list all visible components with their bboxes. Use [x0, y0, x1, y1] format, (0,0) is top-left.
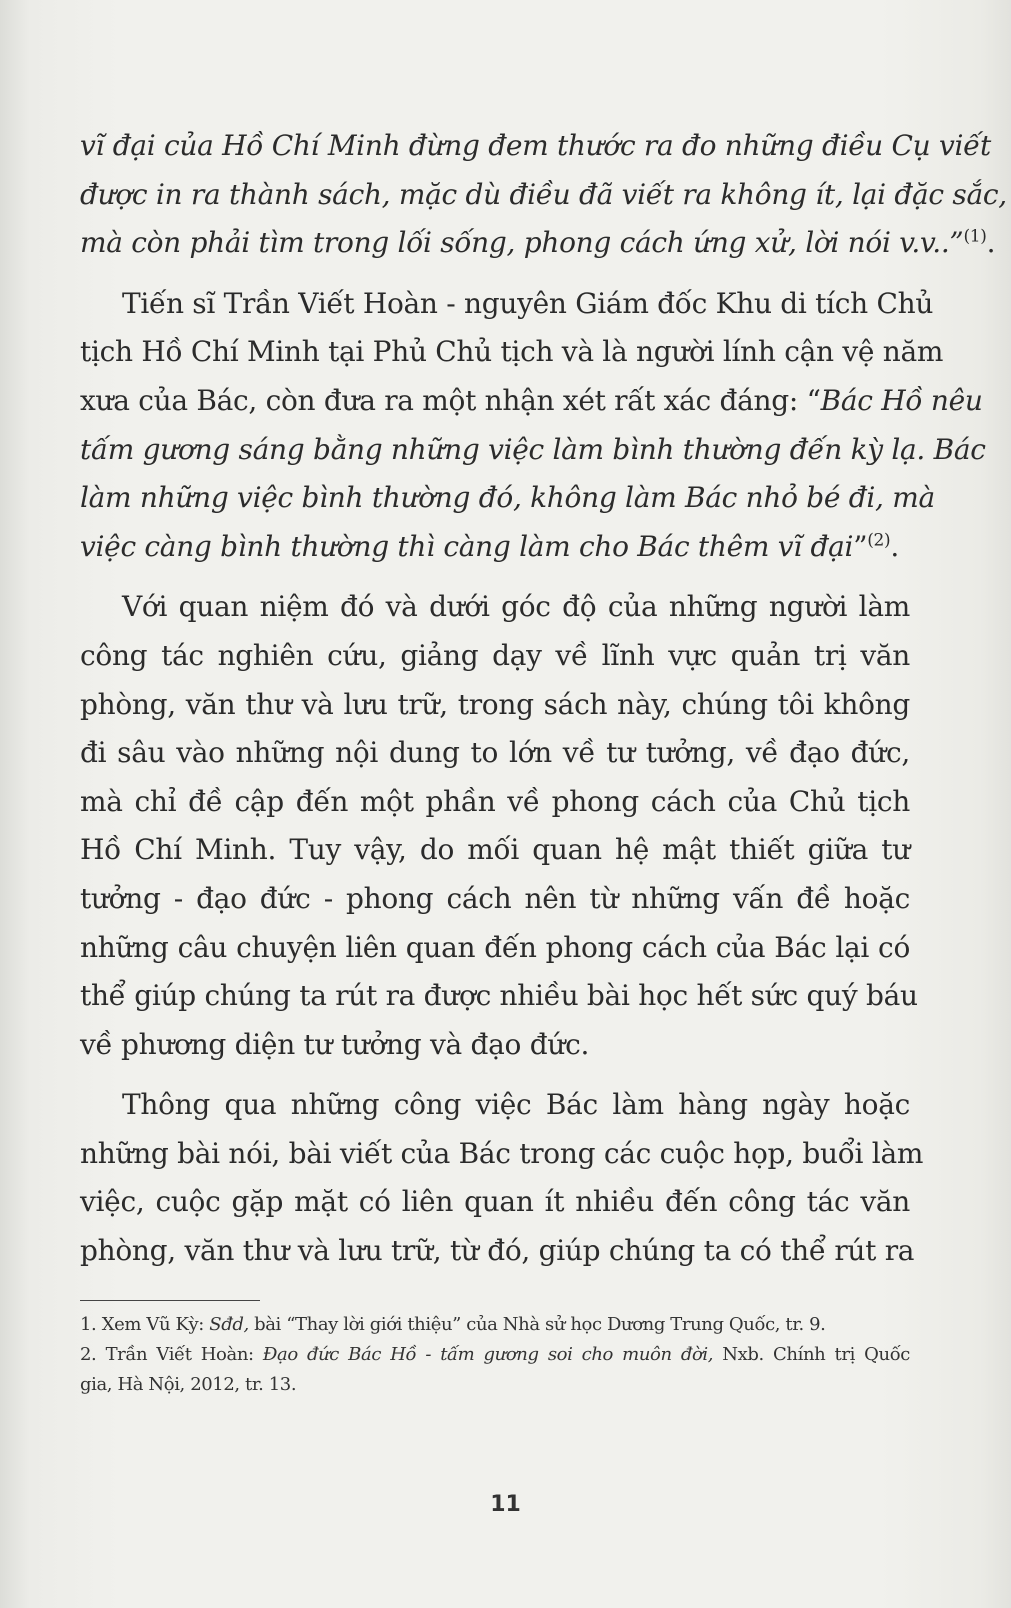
quote-text: việc càng bình thường thì càng làm cho Bác thêm vĩ đại [80, 529, 854, 563]
quote-text: mà còn phải tìm trong lối sống, phong cách ứng xử, lời nói v.v..” [80, 226, 964, 260]
footnote-ref: (1) [963, 226, 987, 247]
text-line [80, 377, 983, 426]
footnote-divider [80, 1300, 260, 1301]
punctuation: . [986, 226, 996, 260]
text-line: đi sâu vào những nội dung to lớn về tư tưởng, về đạo đức, [80, 736, 910, 770]
text-line: được in ra thành sách, mặc dù điều đã viết ra không ít, lại đặc sắc, [80, 177, 1007, 211]
footnote-1 [80, 1310, 910, 1340]
footnote-2 [80, 1340, 910, 1370]
page-number: 11 [490, 1492, 521, 1517]
text-line: làm những việc bình thường đó, không làm Bác nhỏ bé đi, mà [80, 481, 935, 515]
text-line: tịch Hồ Chí Minh tại Phủ Chủ tịch và là người lính cận vệ năm [80, 335, 944, 369]
paragraph-quan-niem [80, 583, 918, 1069]
text-line: những bài nói, bài viết của Bác trong các cuộc họp, buổi làm [80, 1136, 924, 1170]
footnote-ref: (2) [867, 530, 891, 551]
text-line: mà chỉ đề cập đến một phần về phong cách của Chủ tịch [80, 784, 910, 818]
footnote-text: bài “Thay lời giới thiệu” của Nhà sử học Dương Trung Quốc, tr. 9. [248, 1314, 826, 1335]
footnote-italic: Đạo đức Bác Hồ - tấm gương soi cho muôn đời, [262, 1344, 714, 1365]
paragraph-quote-continuation [80, 122, 1007, 268]
text-line: Hồ Chí Minh. Tuy vậy, do mối quan hệ mật thiết giữa tư [80, 833, 910, 867]
text-line: Với quan niệm đó và dưới góc độ của những người làm [122, 590, 910, 624]
text-line: về phương diện tư tưởng và đạo đức. [80, 1027, 590, 1061]
punctuation: ” [853, 529, 868, 563]
footnote-italic: Sđd, [209, 1314, 249, 1335]
quote-text: Bác Hồ nêu [820, 383, 983, 417]
text-line [80, 219, 996, 268]
text-line: tấm gương sáng bằng những việc làm bình thường đến kỳ lạ. Bác [80, 432, 986, 466]
text-line: Tiến sĩ Trần Viết Hoàn - nguyên Giám đốc Khu di tích Chủ [122, 286, 934, 320]
text-line: vĩ đại của Hồ Chí Minh đừng đem thước ra đo những điều Cụ viết [80, 129, 991, 162]
text-line: Thông qua những công việc Bác làm hàng ngày hoặc [122, 1088, 910, 1122]
text-segment: xưa của Bác, còn đưa ra một nhận xét rất xác đáng: “ [80, 383, 821, 417]
text-line: phòng, văn thư và lưu trữ, trong sách này, chúng tôi không [80, 687, 910, 721]
text-line: việc, cuộc gặp mặt có liên quan ít nhiều đến công tác văn [80, 1185, 910, 1219]
footnote-text: 2. Trần Viết Hoàn: [80, 1344, 263, 1365]
punctuation: . [890, 529, 899, 563]
text-line: công tác nghiên cứu, giảng dạy về lĩnh vực quản trị văn [80, 638, 910, 672]
footnotes [80, 1310, 910, 1400]
paragraph-tran-viet-hoan [80, 280, 986, 572]
text-line [80, 523, 910, 572]
paragraph-thong-qua [80, 1081, 924, 1275]
footnote-2-continuation: gia, Hà Nội, 2012, tr. 13. [80, 1374, 297, 1395]
footnote-text: Nxb. Chính trị Quốc [713, 1344, 910, 1365]
footnote-text: 1. Xem Vũ Kỳ: [80, 1314, 210, 1335]
text-line: những câu chuyện liên quan đến phong cách của Bác lại có [80, 930, 910, 964]
text-line: tưởng - đạo đức - phong cách nên từ những vấn đề hoặc [80, 881, 910, 915]
book-page-body [80, 122, 1007, 1276]
text-line: thể giúp chúng ta rút ra được nhiều bài học hết sức quý báu [80, 979, 918, 1013]
text-line: phòng, văn thư và lưu trữ, từ đó, giúp chúng ta có thể rút ra [80, 1234, 915, 1268]
